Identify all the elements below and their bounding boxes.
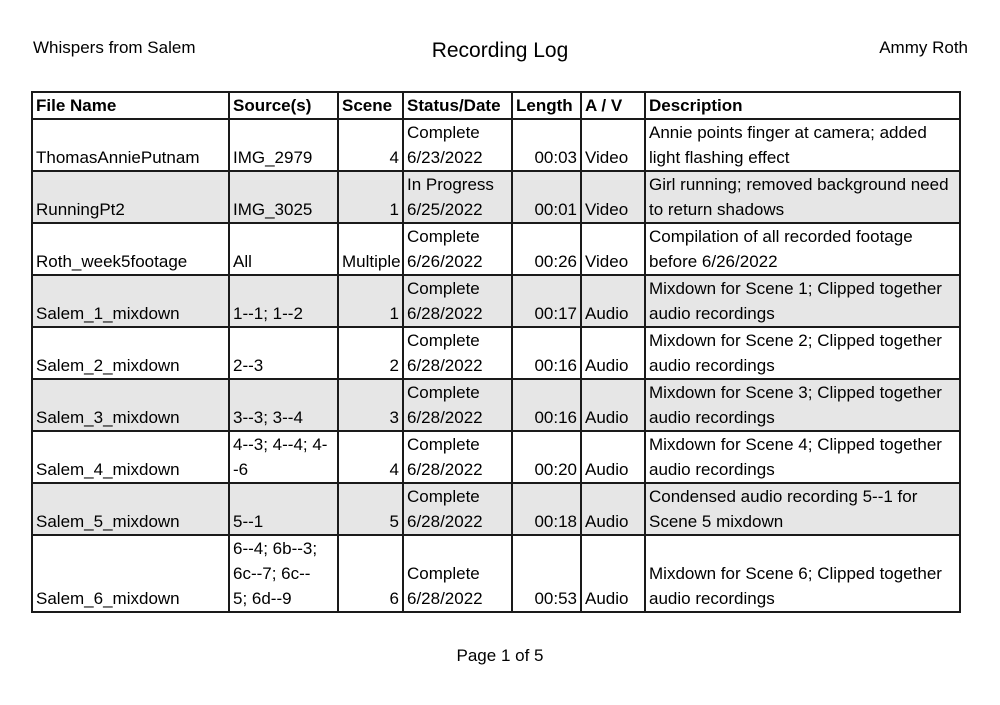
file-name-cell: Salem_1_mixdown	[32, 275, 229, 327]
date-text: 6/28/2022	[407, 356, 483, 375]
table-row	[32, 483, 960, 535]
date-text: 6/28/2022	[407, 304, 483, 323]
av-cell: Video	[581, 119, 645, 171]
table-row	[32, 379, 960, 431]
description-cell: Annie points finger at camera; added light flashing effect	[645, 119, 960, 171]
date-text: 6/25/2022	[407, 200, 483, 219]
length-cell: 00:20	[512, 431, 581, 483]
date-text: 6/28/2022	[407, 408, 483, 427]
file-name-cell: RunningPt2	[32, 171, 229, 223]
table-body	[32, 119, 960, 612]
table-row	[32, 275, 960, 327]
status-text: Complete	[407, 383, 480, 402]
status-text: Complete	[407, 227, 480, 246]
column-header-sources: Source(s)	[229, 92, 338, 119]
status-text: Complete	[407, 331, 480, 350]
date-text: 6/28/2022	[407, 512, 483, 531]
file-name-cell: Salem_3_mixdown	[32, 379, 229, 431]
table-header-row	[32, 92, 960, 119]
length-cell: 00:01	[512, 171, 581, 223]
scene-cell: 5	[338, 483, 403, 535]
status-text: Complete	[407, 435, 480, 454]
scene-cell: 2	[338, 327, 403, 379]
status-date-cell	[403, 327, 512, 379]
status-date-cell	[403, 379, 512, 431]
sources-cell: 3--3; 3--4	[229, 379, 338, 431]
status-text: Complete	[407, 564, 480, 583]
column-header-scene: Scene	[338, 92, 403, 119]
status-text: Complete	[407, 279, 480, 298]
table-row	[32, 171, 960, 223]
status-date-cell	[403, 483, 512, 535]
description-cell: Mixdown for Scene 2; Clipped together audio recordings	[645, 327, 960, 379]
table-row	[32, 535, 960, 612]
page-number: Page 1 of 5	[456, 646, 544, 665]
file-name-cell: Salem_2_mixdown	[32, 327, 229, 379]
av-cell: Video	[581, 223, 645, 275]
length-cell: 00:26	[512, 223, 581, 275]
file-name-cell: Salem_5_mixdown	[32, 483, 229, 535]
status-date-cell	[403, 431, 512, 483]
sources-cell: All	[229, 223, 338, 275]
status-text: In Progress	[407, 175, 494, 194]
status-date-cell	[403, 275, 512, 327]
av-cell: Audio	[581, 483, 645, 535]
date-text: 6/28/2022	[407, 589, 483, 608]
sources-cell: 5--1	[229, 483, 338, 535]
table-row	[32, 327, 960, 379]
scene-cell: 3	[338, 379, 403, 431]
file-name-cell: Salem_4_mixdown	[32, 431, 229, 483]
project-title: Whispers from Salem	[33, 38, 196, 57]
scene-cell: 4	[338, 119, 403, 171]
av-cell: Video	[581, 171, 645, 223]
description-cell: Mixdown for Scene 1; Clipped together audio recordings	[645, 275, 960, 327]
file-name-cell: Salem_6_mixdown	[32, 535, 229, 612]
table-row	[32, 223, 960, 275]
scene-cell: 1	[338, 275, 403, 327]
av-cell: Audio	[581, 535, 645, 612]
status-date-cell	[403, 119, 512, 171]
description-cell: Mixdown for Scene 3; Clipped together audio recordings	[645, 379, 960, 431]
description-cell: Mixdown for Scene 4; Clipped together audio recordings	[645, 431, 960, 483]
av-cell: Audio	[581, 431, 645, 483]
date-text: 6/28/2022	[407, 460, 483, 479]
description-cell: Girl running; removed background need to return shadows	[645, 171, 960, 223]
sources-cell: 4--3; 4--4; 4- -6	[229, 431, 338, 483]
table-row	[32, 119, 960, 171]
column-header-file-name: File Name	[32, 92, 229, 119]
description-cell: Mixdown for Scene 6; Clipped together audio recordings	[645, 535, 960, 612]
scene-cell: 4	[338, 431, 403, 483]
description-cell: Compilation of all recorded footage before 6/26/2022	[645, 223, 960, 275]
table-row	[32, 431, 960, 483]
scene-cell: 6	[338, 535, 403, 612]
status-date-cell	[403, 171, 512, 223]
length-cell: 00:16	[512, 379, 581, 431]
length-cell: 00:16	[512, 327, 581, 379]
av-cell: Audio	[581, 327, 645, 379]
author-name: Ammy Roth	[879, 38, 968, 57]
status-text: Complete	[407, 123, 480, 142]
file-name-cell: Roth_week5footage	[32, 223, 229, 275]
file-name-cell: ThomasAnniePutnam	[32, 119, 229, 171]
status-text: Complete	[407, 487, 480, 506]
sources-cell: 2--3	[229, 327, 338, 379]
length-cell: 00:17	[512, 275, 581, 327]
sources-cell: IMG_3025	[229, 171, 338, 223]
length-cell: 00:53	[512, 535, 581, 612]
av-cell: Audio	[581, 275, 645, 327]
column-header-length: Length	[512, 92, 581, 119]
length-cell: 00:18	[512, 483, 581, 535]
length-cell: 00:03	[512, 119, 581, 171]
scene-cell: 1	[338, 171, 403, 223]
recording-log-table	[31, 91, 961, 613]
sources-cell: 6--4; 6b--3; 6c--7; 6c-- 5; 6d--9	[229, 535, 338, 612]
av-cell: Audio	[581, 379, 645, 431]
sources-cell: 1--1; 1--2	[229, 275, 338, 327]
date-text: 6/26/2022	[407, 252, 483, 271]
status-date-cell	[403, 535, 512, 612]
column-header-av: A / V	[581, 92, 645, 119]
description-cell: Condensed audio recording 5--1 for Scene 5 mixdown	[645, 483, 960, 535]
page-title: Recording Log	[431, 39, 569, 62]
status-date-cell	[403, 223, 512, 275]
date-text: 6/23/2022	[407, 148, 483, 167]
scene-cell: Multiple	[338, 223, 403, 275]
column-header-status-date: Status/Date	[403, 92, 512, 119]
sources-cell: IMG_2979	[229, 119, 338, 171]
column-header-description: Description	[645, 92, 960, 119]
